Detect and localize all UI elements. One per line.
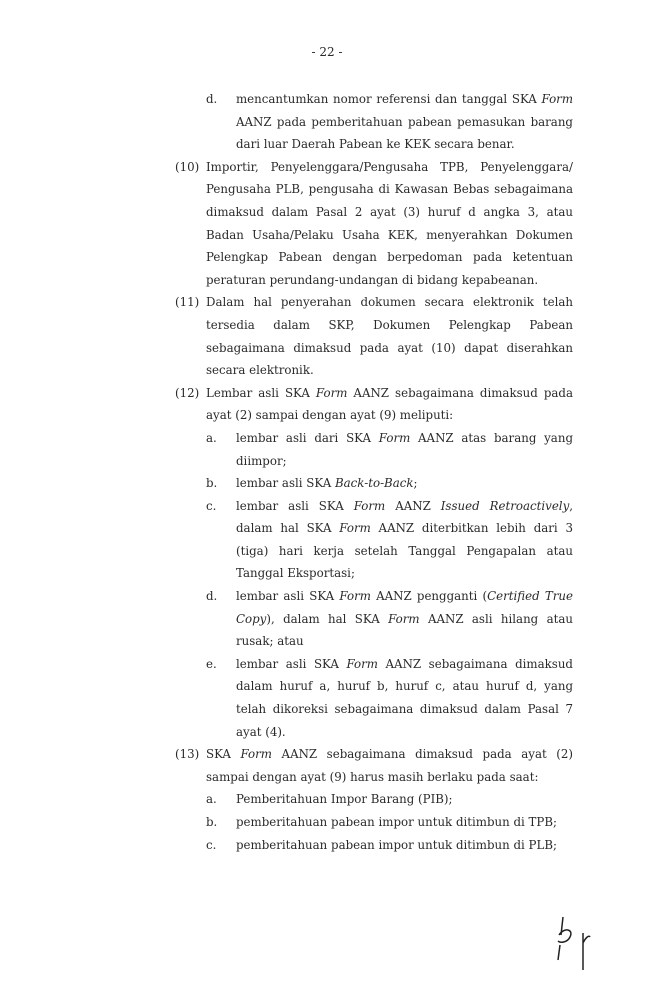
item-label: d. bbox=[206, 92, 218, 106]
item-label: b. bbox=[206, 476, 218, 491]
item-12a bbox=[206, 427, 573, 472]
item-label: d. bbox=[206, 589, 218, 604]
item-label: e. bbox=[206, 656, 217, 671]
item-13b bbox=[206, 811, 573, 834]
item-label: b. bbox=[206, 815, 218, 829]
item-label: a. bbox=[206, 430, 217, 445]
paragraph-text: Lembar asli SKA Form AANZ sebagaimana dimaksud pada ayat (2) sampai dengan ayat (9) meliputi: bbox=[206, 385, 574, 423]
page-number: - 22 - bbox=[311, 45, 343, 59]
paragraph-12 bbox=[175, 382, 573, 427]
item-text: lembar asli SKA Form AANZ Issued Retroactively, dalam hal SKA Form AANZ diterbitkan lebih dari 3 (tiga) hari kerja setelah Tanggal Pengapalan atau Tanggal Eksportasi; bbox=[236, 498, 573, 581]
item-12d bbox=[206, 585, 573, 653]
item-text: lembar asli dari SKA Form AANZ atas barang yang diimpor; bbox=[236, 430, 573, 468]
item-label: c. bbox=[206, 498, 217, 513]
item-d bbox=[206, 88, 573, 156]
document-body bbox=[175, 88, 573, 856]
paragraph-13 bbox=[175, 743, 573, 788]
paragraph-text: Importir, Penyelenggara/Pengusaha TPB, Penyelenggara/ Pengusaha PLB, pengusaha di Kawasan Bebas sebagaimana dimaksud dalam Pasal 2 ayat (3) huruf d angka 3, atau Badan Usaha/Pelaku Usaha KEK, menyerahkan Dokumen Pelengkap Pabean dengan berpedoman pada ketentuan peraturan perundang-undangan di bidang kepabeanan. bbox=[206, 159, 573, 287]
handwritten-initials bbox=[550, 905, 610, 975]
item-13c bbox=[206, 834, 573, 857]
paragraph-number: (12) bbox=[175, 385, 200, 400]
item-13a bbox=[206, 788, 573, 811]
item-text: pemberitahuan pabean impor untuk ditimbun di TPB; bbox=[236, 815, 557, 829]
item-12c bbox=[206, 495, 573, 585]
item-label: a. bbox=[206, 792, 217, 807]
paragraph-11 bbox=[175, 291, 573, 381]
paragraph-number: (11) bbox=[175, 295, 200, 310]
paragraph-number: (10) bbox=[175, 159, 200, 174]
paragraph-text: SKA Form AANZ sebagaimana dimaksud pada ayat (2) sampai dengan ayat (9) harus masih berlaku pada saat: bbox=[206, 747, 574, 784]
item-text: lembar asli SKA Form AANZ pengganti (Certified True Copy), dalam hal SKA Form AANZ asli hilang atau rusak; atau bbox=[236, 589, 574, 649]
paragraph-number: (13) bbox=[175, 747, 200, 762]
item-text: lembar asli SKA Form AANZ sebagaimana dimaksud dalam huruf a, huruf b, huruf c, atau huruf d, yang telah dikoreksi sebagaimana dimaksud dalam Pasal 7 ayat (4). bbox=[236, 656, 573, 739]
paragraph-10 bbox=[175, 156, 573, 292]
item-12e bbox=[206, 653, 573, 743]
item-label: c. bbox=[206, 837, 217, 852]
paragraph-text: Dalam hal penyerahan dokumen secara elektronik telah tersedia dalam SKP, Dokumen Pelengkap Pabean sebagaimana dimaksud pada ayat (10) dapat diserahkan secara elektronik. bbox=[206, 295, 573, 378]
item-text: lembar asli SKA Back-to-Back; bbox=[236, 476, 418, 491]
item-text: pemberitahuan pabean impor untuk ditimbun di PLB; bbox=[236, 837, 557, 852]
item-text: mencantumkan nomor referensi dan tanggal SKA Form AANZ pada pemberitahuan pabean pemasukan barang dari luar Daerah Pabean ke KEK secara benar. bbox=[236, 92, 573, 152]
item-12b bbox=[206, 472, 573, 495]
item-text: Pemberitahuan Impor Barang (PIB); bbox=[236, 792, 453, 807]
